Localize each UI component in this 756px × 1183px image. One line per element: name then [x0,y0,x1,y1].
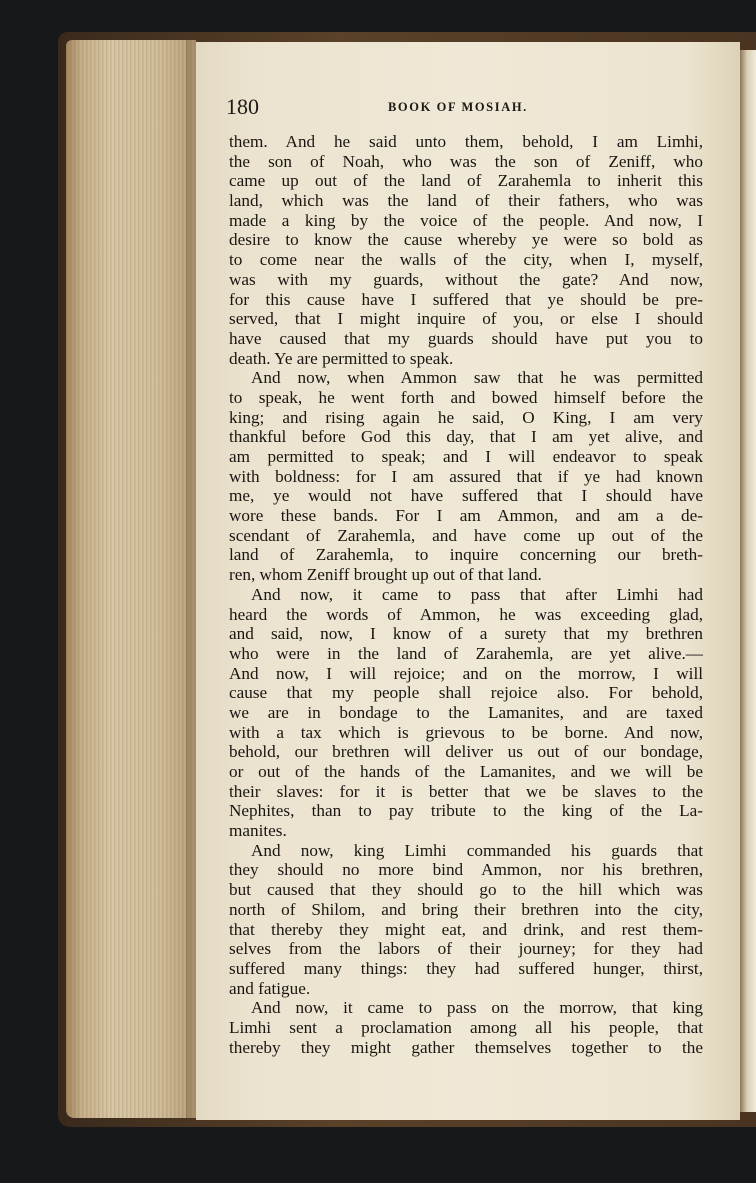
text-line: for this cause have I suffered that ye should be pre- [229,289,703,309]
text-line: came up out of the land of Zarahemla to inherit this [229,171,703,191]
text-line: was with my guards, without the gate? And now, [229,269,703,289]
text-line: the son of Noah, who was the son of Zeniff, who [229,151,703,171]
text-line: cause that my people shall rejoice also. For behold, [229,683,703,703]
text-line: Nephites, than to pay tribute to the king of the La- [229,801,703,821]
text-line: thankful before God this day, that I am yet alive, and [229,427,703,447]
text-line: suffered many things: they had suffered hunger, thirst, [229,958,703,978]
text-line: or out of the hands of the Lamanites, and we will be [229,762,703,781]
text-line: but caused that they should go to the hill which was [229,880,703,900]
text-line: that thereby they might eat, and drink, and rest them- [229,919,703,939]
text-line: And now, when Ammon saw that he was permitted [251,368,703,388]
text-line: king; and rising again he said, O King, I am very [229,407,703,427]
text-line: wore these bands. For I am Ammon, and am a de- [229,506,703,526]
text-line: with boldness: for I am assured that if ye had known [229,466,703,486]
text-line: heard the words of Ammon, he was exceeding glad, [229,604,703,624]
text-line: am permitted to speak; and I will endeavor to speak [229,447,703,466]
text-line: ren, whom Zeniff brought up out of that land. [229,565,542,585]
text-line: served, that I might inquire of you, or else I should [229,309,703,329]
text-line: who were in the land of Zarahemla, are yet alive.— [229,643,703,663]
body-text [229,132,703,1057]
text-line: with a tax which is grievous to be borne. And now, [229,722,703,742]
text-line: desire to know the cause whereby ye were so bold as [229,230,703,250]
text-line: And now, it came to pass that after Limhi had [251,584,703,604]
text-line: manites. [229,821,287,841]
text-line: them. And he said unto them, behold, I am Limhi, [229,132,703,151]
text-line: Limhi sent a proclamation among all his people, that [229,1017,703,1037]
text-line: north of Shilom, and bring their brethren into the city, [229,899,703,919]
running-head: BOOK OF MOSIAH. [388,100,528,114]
page-edges [66,40,196,1118]
text-line: made a king by the voice of the people. And now, I [229,210,703,230]
text-line: behold, our brethren will deliver us out of our bondage, [229,742,703,762]
text-line: they should no more bind Ammon, nor his brethren, [229,860,703,880]
text-line: death. Ye are permitted to speak. [229,348,454,368]
page-number: 180 [226,94,259,119]
text-line: And now, I will rejoice; and on the morrow, I will [229,663,703,683]
text-line: to come near the walls of the city, when I, myself, [229,250,703,270]
text-line: And now, it came to pass on the morrow, that king [251,998,703,1018]
text-line: we are in bondage to the Lamanites, and are taxed [229,702,703,722]
text-line: have caused that my guards should have put you to [229,328,703,348]
text-line: And now, king Limhi commanded his guards that [251,840,703,860]
text-line: scendant of Zarahemla, and have come up out of the [229,525,703,545]
text-line: selves from the labors of their journey; for they had [229,939,703,959]
text-line: and fatigue. [229,978,311,998]
text-line: their slaves: for it is better that we be slaves to the [229,781,703,801]
facing-page-edge [740,50,756,1112]
text-line: to speak, he went forth and bowed himself before the [229,387,703,407]
text-line: me, ye would not have suffered that I should have [229,486,703,506]
text-line: thereby they might gather themselves together to the [229,1037,703,1057]
text-line: and said, now, I know of a surety that my brethren [229,624,703,644]
text-line: land of Zarahemla, to inquire concerning our breth- [229,545,703,565]
text-line: land, which was the land of their fathers, who was [229,191,703,211]
